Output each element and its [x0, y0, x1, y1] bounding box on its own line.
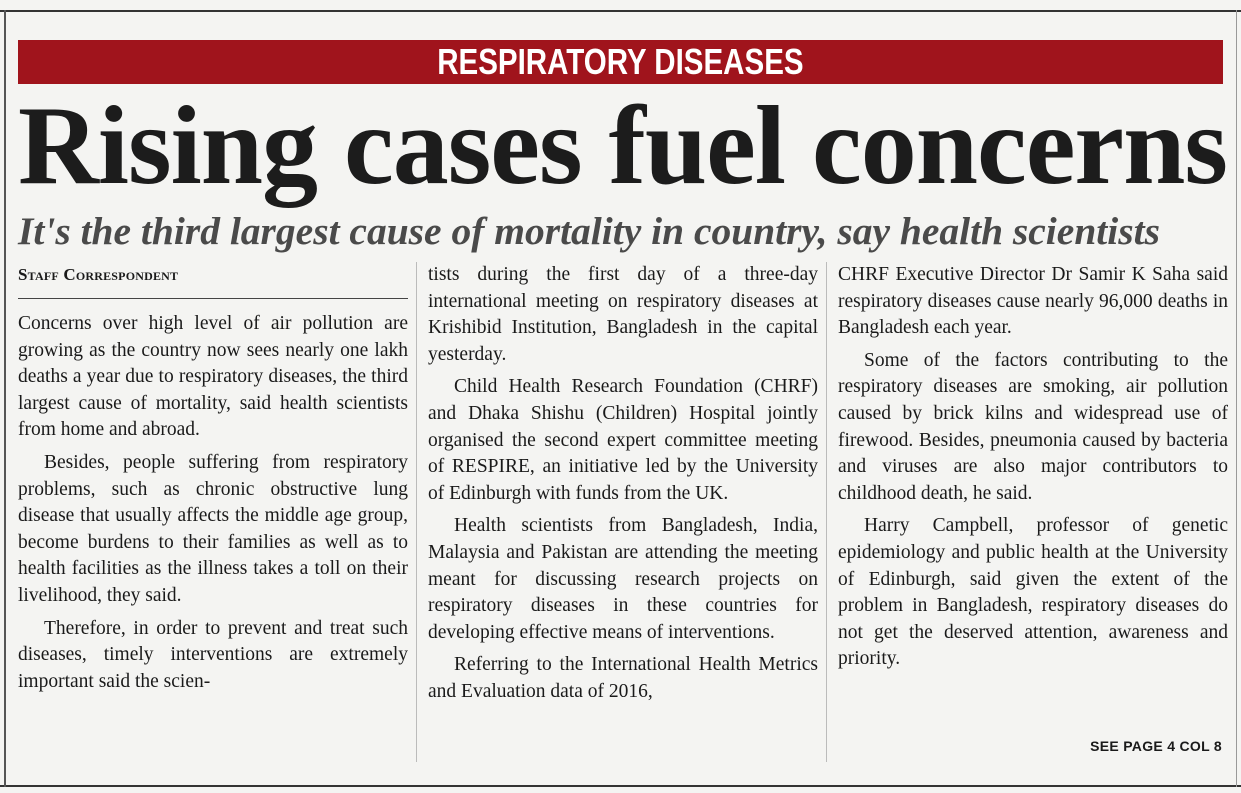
paragraph: Besides, people suffering from respiratory problems, such as chronic obstructive lung disease that usually affects the middle age group, become burdens to their families as well as to health facilities as the illness takes a toll on their livelihood, they said.	[18, 451, 408, 606]
page-frame-left	[4, 10, 6, 787]
page-frame-right	[1236, 10, 1237, 787]
page-frame-bottom	[0, 785, 1241, 787]
paragraph: Health scientists from Bangladesh, India, Malaysia and Pakistan are attending the meeting meant for discussing research projects on respiratory diseases in these countries for developing effective means of interventions.	[428, 515, 818, 643]
article-column-1	[18, 262, 408, 695]
paragraph: CHRF Executive Director Dr Samir K Saha said respiratory diseases cause nearly 96,000 deaths in Bangladesh each year.	[838, 264, 1228, 339]
article-column-3	[838, 262, 1228, 673]
paragraph: Some of the factors contributing to the respiratory diseases are smoking, air pollution caused by brick kilns and widespread use of firewood. Besides, pneumonia caused by bacteria and viruses are also major contributors to childhood death, he said.	[838, 349, 1228, 504]
page-frame-top	[0, 10, 1241, 12]
section-kicker: RESPIRATORY DISEASES	[437, 41, 804, 82]
paragraph: tists during the first day of a three-day international meeting on respiratory diseases at Krishibid Institution, Bangladesh in the capital yesterday.	[428, 264, 818, 365]
paragraph: Concerns over high level of air pollution are growing as the country now sees nearly one lakh deaths a year due to respiratory diseases, the third largest cause of mortality, said health scientists from home and abroad.	[18, 313, 408, 441]
continuation-jump[interactable]: SEE PAGE 4 COL 8	[1090, 738, 1222, 754]
column-divider	[416, 262, 417, 762]
paragraph: Referring to the International Health Metrics and Evaluation data of 2016,	[428, 654, 818, 702]
paragraph: Harry Campbell, professor of genetic epidemiology and public health at the University of Edinburgh, said given the extent of the problem in Bangladesh, respiratory diseases do not get the deserved attention, awareness and priority.	[838, 515, 1228, 670]
column-divider	[826, 262, 827, 762]
paragraph: Child Health Research Foundation (CHRF) and Dhaka Shishu (Children) Hospital jointly organised the second expert committee meeting of RESPIRE, an initiative led by the University of Edinburgh with funds from the UK.	[428, 376, 818, 504]
byline: Staff Correspondent	[18, 262, 408, 299]
article-deck: It's the third largest cause of mortality in country, say health scientists	[18, 209, 1160, 253]
section-kicker-bar	[18, 40, 1223, 84]
paragraph: Therefore, in order to prevent and treat such diseases, timely interventions are extremely important said the scien-	[18, 617, 408, 692]
article-headline: Rising cases fuel concerns	[18, 84, 1228, 208]
article-column-2	[428, 262, 818, 706]
